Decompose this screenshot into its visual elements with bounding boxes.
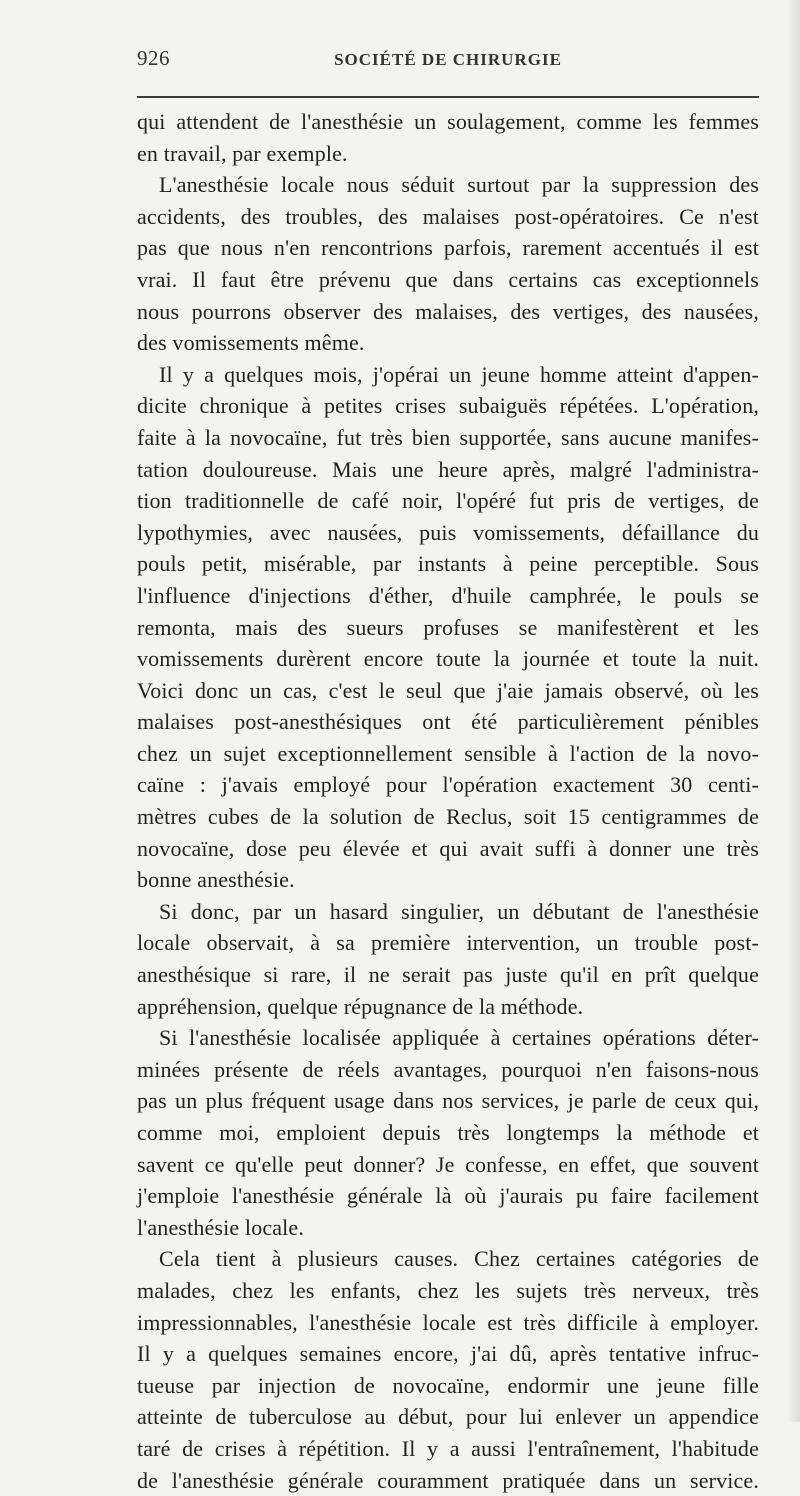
text-line: minées présente de réels avantages, pourquoi n'en faisons-nous bbox=[137, 1056, 759, 1082]
text-line: locale observait, à sa première intervention, un trouble post- bbox=[137, 930, 759, 956]
header-rule bbox=[137, 96, 759, 98]
text-line: vomissements durèrent encore toute la journée et toute la nuit. bbox=[137, 646, 759, 672]
text-line: pas que nous n'en rencontrions parfois, rarement accentués il est bbox=[137, 235, 759, 261]
text-line: faite à la novocaïne, fut très bien supportée, sans aucune manifes- bbox=[137, 424, 759, 450]
text-line: tation douloureuse. Mais une heure après, malgré l'administra- bbox=[137, 456, 759, 482]
text-line: l'anesthésie locale. bbox=[137, 1214, 305, 1240]
text-line: appréhension, quelque répugnance de la méthode. bbox=[137, 993, 584, 1019]
text-line: malaises post-anesthésiques ont été particulièrement pénibles bbox=[137, 709, 759, 735]
text-line: pas un plus fréquent usage dans nos services, je parle de ceux qui, bbox=[137, 1088, 759, 1114]
text-line: accidents, des troubles, des malaises post-opératoires. Ce n'est bbox=[137, 203, 759, 229]
text-line: Cela tient à plusieurs causes. Chez certaines catégories de bbox=[159, 1246, 759, 1272]
text-line: L'anesthésie locale nous séduit surtout par la suppression des bbox=[159, 172, 759, 198]
text-line: comme moi, emploient depuis très longtemps la méthode et bbox=[137, 1120, 759, 1145]
text-line: des vomissements même. bbox=[137, 330, 365, 356]
text-line: nous pourrons observer des malaises, des vertiges, des nausées, bbox=[137, 298, 759, 324]
text-line: de l'anesthésie générale couramment pratiquée dans un service. bbox=[137, 1467, 759, 1493]
text-line: savent ce qu'elle peut donner? Je confesse, en effet, que souvent bbox=[137, 1151, 759, 1177]
text-line: anesthésique si rare, il ne serait pas juste qu'il en prît quelque bbox=[137, 962, 759, 988]
text-line: remonta, mais des sueurs profuses se manifestèrent et les bbox=[137, 614, 759, 640]
page-header bbox=[137, 46, 759, 76]
page-number: 926 bbox=[137, 46, 170, 70]
text-line: Si l'anesthésie localisée appliquée à certaines opérations déter- bbox=[159, 1025, 759, 1051]
page-edge-shadow bbox=[786, 0, 800, 1422]
text-line: pouls petit, misérable, par instants à peine perceptible. Sous bbox=[137, 551, 759, 577]
text-line: j'emploie l'anesthésie générale là où j'aurais pu faire facilement bbox=[137, 1183, 759, 1209]
text-line: malades, chez les enfants, chez les sujets très nerveux, très bbox=[137, 1277, 759, 1303]
text-line: chez un sujet exceptionnellement sensible à l'action de la novo- bbox=[137, 740, 759, 766]
text-line: qui attendent de l'anesthésie un soulagement, comme les femmes bbox=[137, 109, 759, 134]
text-line: atteinte de tuberculose au début, pour lui enlever un appendice bbox=[137, 1404, 759, 1430]
text-line: l'influence d'injections d'éther, d'huile camphrée, le pouls se bbox=[137, 582, 759, 608]
text-line: Voici donc un cas, c'est le seul que j'aie jamais observé, où les bbox=[137, 677, 759, 703]
running-head: SOCIÉTÉ DE CHIRURGIE bbox=[334, 50, 562, 69]
text-line: tion traditionnelle de café noir, l'opéré fut pris de vertiges, de bbox=[137, 488, 759, 514]
text-line: Il y a quelques mois, j'opérai un jeune homme atteint d'appen- bbox=[159, 361, 759, 387]
body-text bbox=[137, 106, 759, 1496]
text-line: novocaïne, dose peu élevée et qui avait suffi à donner une très bbox=[137, 835, 759, 861]
text-line: dicite chronique à petites crises subaiguës répétées. L'opération, bbox=[137, 393, 759, 419]
text-line: impressionnables, l'anesthésie locale est très difficile à employer. bbox=[137, 1309, 759, 1335]
text-line: Il y a quelques semaines encore, j'ai dû, après tentative infruc- bbox=[137, 1341, 759, 1367]
text-line: tueuse par injection de novocaïne, endormir une jeune fille bbox=[137, 1372, 759, 1398]
text-line: en travail, par exemple. bbox=[137, 140, 348, 166]
text-line: bonne anesthésie. bbox=[137, 867, 295, 893]
text-line: vrai. Il faut être prévenu que dans certains cas exceptionnels bbox=[137, 266, 759, 292]
text-line: caïne : j'avais employé pour l'opération exactement 30 centi- bbox=[137, 772, 759, 798]
text-line: mètres cubes de la solution de Reclus, soit 15 centigrammes de bbox=[137, 804, 759, 830]
text-line: taré de crises à répétition. Il y a aussi l'entraînement, l'habitude bbox=[137, 1435, 759, 1461]
text-line: Si donc, par un hasard singulier, un débutant de l'anesthésie bbox=[159, 898, 759, 924]
text-line: lypothymies, avec nausées, puis vomissements, défaillance du bbox=[137, 519, 759, 545]
